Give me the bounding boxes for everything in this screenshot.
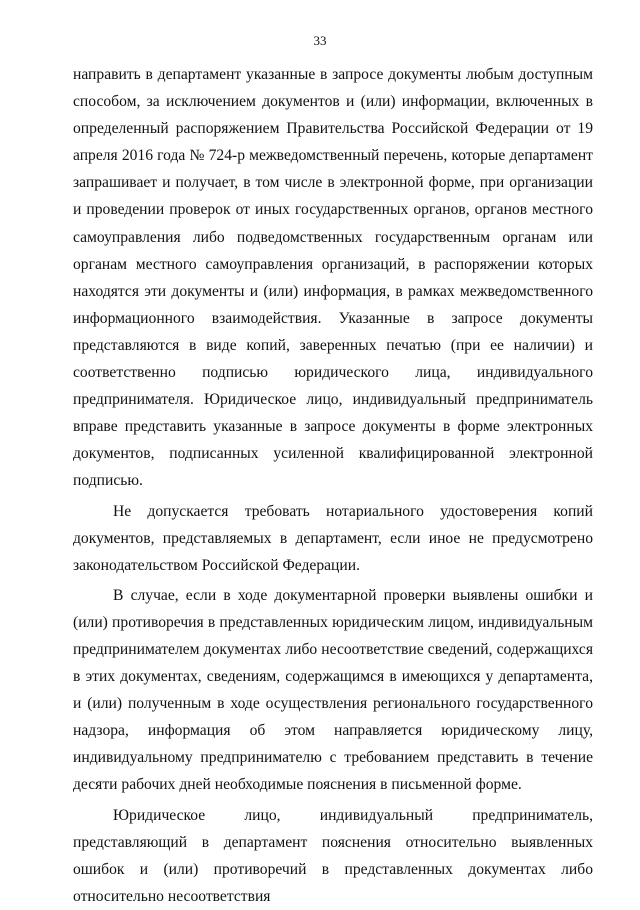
paragraph-notarization: Не допускается требовать нотариального удостоверения копий документов, представляемых в департамент, если иное не предусмотрено законодательством Российской Федерации. xyxy=(73,502,593,574)
paragraph-continuation: направить в департамент указанные в запросе документы любым доступным способом, за исключением документов и (или) информации, включенных в определенный распоряжением Правительства Российской Федерации от 19 апреля 2016 года № 724-р межведомственный перечень, которые департамент запрашивает и получает, в том числе в электронной форме, при организации и проведении проверок от иных государственных органов, органов местного самоуправления либо подведомственных государственным органам или органам местного самоуправления организаций, в распоряжении которых находятся эти документы и (или) информация, в рамках межведомственного информационного взаимодействия. Указанные в запросе документы представляются в виде копий, заверенных печатью (при ее наличии) и соответственно подписью юридического лица, индивидуального предпринимателя. Юридическое лицо, индивидуальный предприниматель вправе представить указанные в запросе документы в форме электронных документов, подписанных усиленной квалифицированной электронной подписью. xyxy=(73,66,593,490)
body-text xyxy=(73,61,593,910)
paragraph-errors: В случае, если в ходе документарной проверки выявлены ошибки и (или) противоречия в представленных юридическим лицом, индивидуальным предпринимателем документах либо несоответствие сведений, содержащихся в этих документах, сведениям, содержащимся в имеющихся у департамента, и (или) полученным в ходе осуществления регионального государственного надзора, информация об этом направляется юридическому лицу, индивидуальному предпринимателю с требованием представить в течение десяти рабочих дней необходимые пояснения в письменной форме. xyxy=(73,586,593,794)
paragraph-explanations: Юридическое лицо, индивидуальный предприниматель, представляющий в департамент пояснения относительно выявленных ошибок и (или) противоречий в представленных документах либо относительно несоответствия xyxy=(73,806,593,905)
page-number: 33 xyxy=(313,33,327,48)
